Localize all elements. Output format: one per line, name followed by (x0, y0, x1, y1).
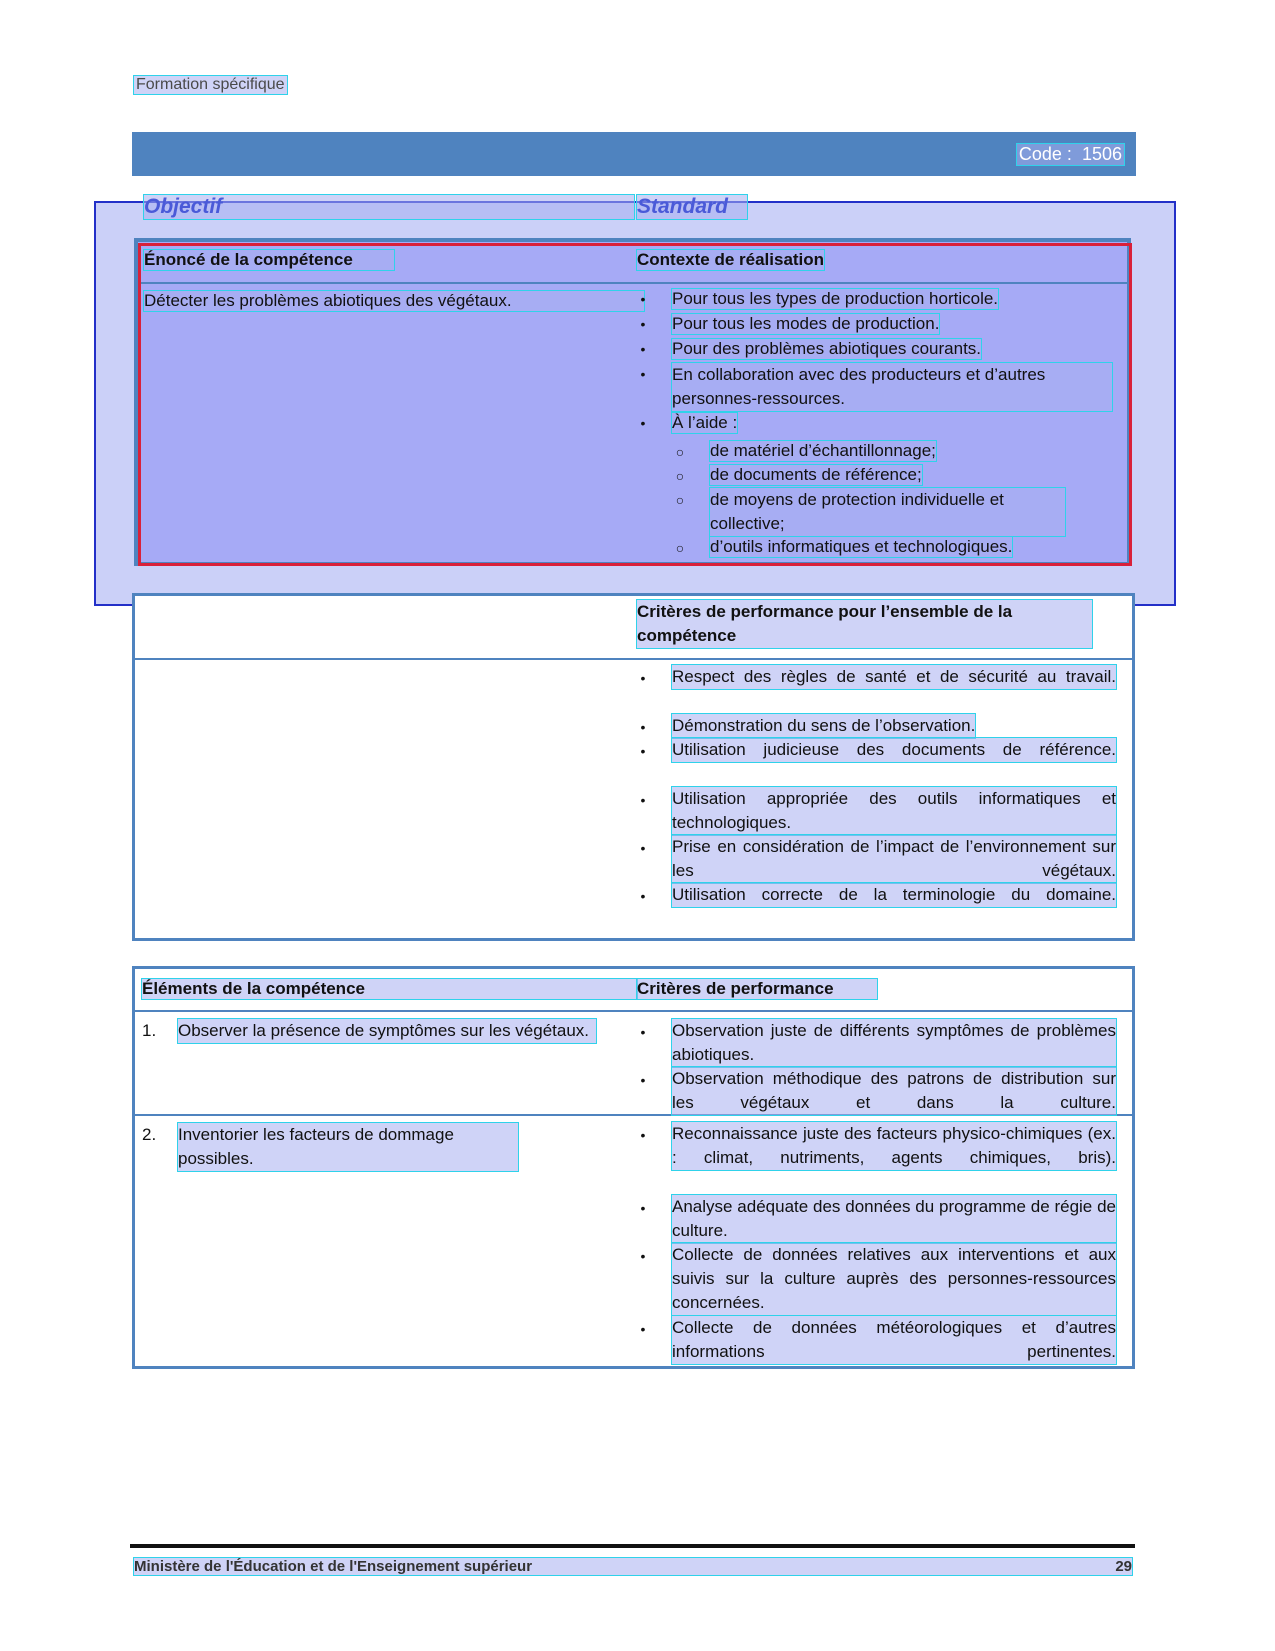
bullet-icon: • (640, 719, 646, 735)
section-title-objectif: Objectif (144, 195, 634, 219)
element-number: 2. (142, 1125, 157, 1144)
bullet-icon: • (640, 1072, 646, 1088)
circle-bullet-icon: ○ (675, 444, 685, 460)
critere-ensemble-item: Prise en considération de l’impact de l’environnement sur les végétaux. (672, 835, 1116, 883)
criteres-ensemble-divider (134, 658, 1133, 660)
critere-item: Collecte de données météorologiques et d’autres informations pertinentes. (672, 1316, 1116, 1364)
code-bar (132, 132, 1136, 176)
bullet-icon: • (640, 1321, 646, 1337)
circle-bullet-icon: ○ (675, 468, 685, 484)
critere-item: Collecte de données relatives aux interventions et aux suivis sur la culture auprès des personnes-ressources concernées. (672, 1243, 1116, 1315)
critere-ensemble-item: Respect des règles de santé et de sécurité au travail. (672, 665, 1116, 689)
footer-rule (130, 1544, 1135, 1548)
running-title: Formation spécifique (136, 76, 285, 93)
bullet-icon: • (640, 670, 646, 686)
element-text: Observer la présence de symptômes sur les végétaux. (178, 1019, 596, 1043)
contexte-subitem: de moyens de protection individuelle et collective; (710, 488, 1065, 536)
contexte-subitem: de documents de référence; (710, 465, 922, 484)
bullet-icon: • (640, 743, 646, 759)
circle-bullet-icon: ○ (675, 540, 685, 556)
critere-ensemble-item: Utilisation correcte de la terminologie du domaine. (672, 883, 1116, 907)
critere-item: Observation méthodique des patrons de distribution sur les végétaux et dans la culture. (672, 1067, 1116, 1115)
criteres-header: Critères de performance (637, 979, 877, 999)
contexte-item: Pour tous les modes de production. (672, 314, 940, 333)
critere-item: Analyse adéquate des données du programme de régie de culture. (672, 1195, 1116, 1243)
contexte-item: En collaboration avec des producteurs et d’autres personnes-ressources. (672, 363, 1112, 411)
critere-ensemble-item: Démonstration du sens de l’observation. (672, 714, 975, 738)
bullet-icon: • (640, 366, 646, 382)
elements-header-divider (134, 1010, 1133, 1012)
element-number: 1. (142, 1021, 157, 1040)
section-title-standard: Standard (637, 195, 747, 219)
enonce-text: Détecter les problèmes abiotiques des végétaux. (144, 291, 644, 311)
contexte-header: Contexte de réalisation (637, 250, 825, 269)
critere-ensemble-item: Utilisation appropriée des outils informatiques et technologiques. (672, 787, 1116, 835)
elements-header: Éléments de la compétence (142, 979, 637, 999)
enonce-header: Énoncé de la compétence (144, 250, 394, 270)
contexte-item: À l’aide : (672, 413, 738, 432)
code-value: 1506 (1081, 144, 1122, 164)
circle-bullet-icon: ○ (675, 492, 685, 508)
page-number: 29 (1115, 1558, 1132, 1575)
bullet-icon: • (640, 341, 646, 357)
bullet-icon: • (640, 1127, 646, 1143)
contexte-item: Pour des problèmes abiotiques courants. (672, 339, 982, 358)
code-label-text: Code : (1018, 144, 1072, 164)
bullet-icon: • (640, 792, 646, 808)
critere-item: Reconnaissance juste des facteurs physico-chimiques (ex. : climat, nutriments, agents chimiques, bris). (672, 1122, 1116, 1170)
contexte-subitem: de matériel d’échantillonnage; (710, 441, 936, 460)
bullet-icon: • (640, 415, 646, 431)
bullet-icon: • (640, 291, 646, 307)
contexte-item: Pour tous les types de production horticole. (672, 289, 999, 308)
critere-item: Observation juste de différents symptômes de problèmes abiotiques. (672, 1019, 1116, 1067)
bullet-icon: • (640, 1200, 646, 1216)
critere-ensemble-item: Utilisation judicieuse des documents de référence. (672, 738, 1116, 762)
bullet-icon: • (640, 316, 646, 332)
code-label (1017, 144, 1124, 165)
criteres-ensemble-header: Critères de performance pour l’ensemble de la compétence (637, 600, 1092, 648)
bullet-icon: • (640, 1248, 646, 1264)
contexte-subitem: d’outils informatiques et technologiques. (710, 537, 1013, 556)
footer-ministry: Ministère de l'Éducation et de l'Enseignement supérieur (134, 1558, 1132, 1575)
bullet-icon: • (640, 888, 646, 904)
bullet-icon: • (640, 840, 646, 856)
element-text: Inventorier les facteurs de dommage possibles. (178, 1123, 518, 1171)
bullet-icon: • (640, 1024, 646, 1040)
